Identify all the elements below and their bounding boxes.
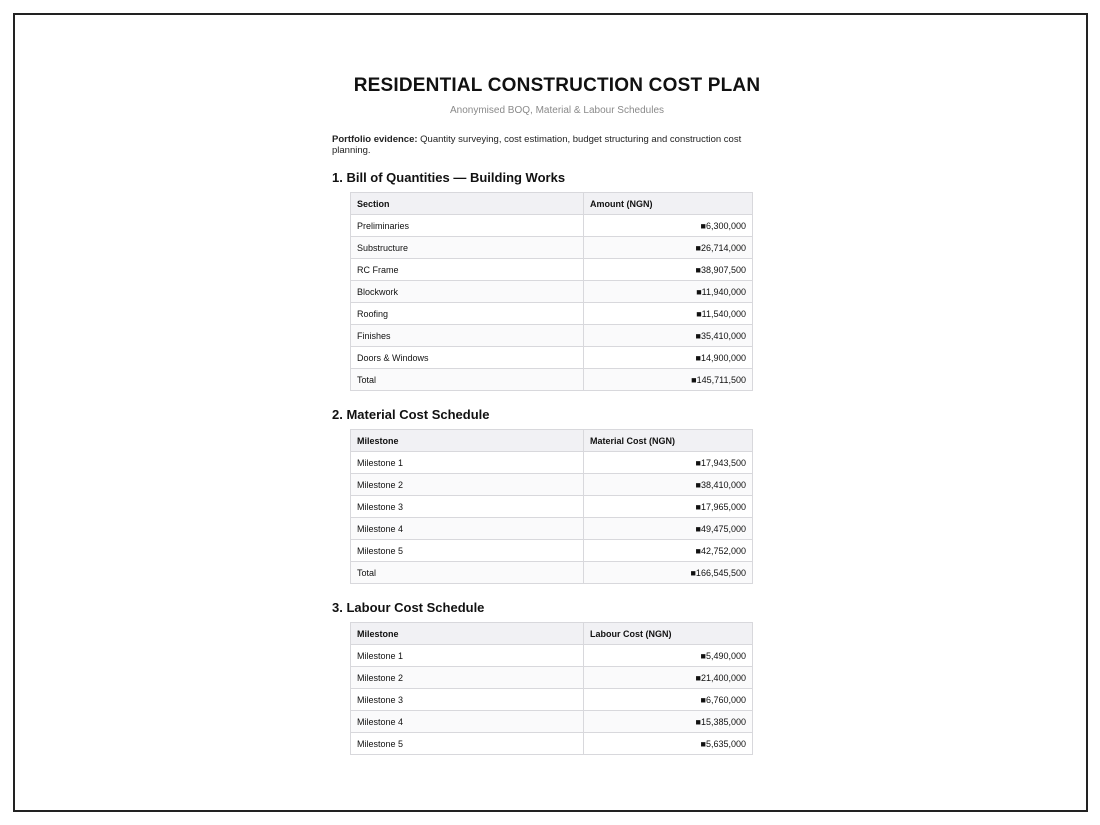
- boq-table: [350, 192, 753, 391]
- table-row: [351, 215, 753, 237]
- row-label: Total: [351, 562, 584, 584]
- row-amount: ■5,635,000: [584, 733, 753, 755]
- row-label: Doors & Windows: [351, 347, 584, 369]
- row-label: Milestone 3: [351, 496, 584, 518]
- row-amount: ■38,907,500: [584, 259, 753, 281]
- row-amount: ■11,540,000: [584, 303, 753, 325]
- row-label: Milestone 2: [351, 474, 584, 496]
- page-title: RESIDENTIAL CONSTRUCTION COST PLAN: [353, 75, 761, 96]
- column-header: Material Cost (NGN): [584, 430, 753, 452]
- row-label: Finishes: [351, 325, 584, 347]
- table-row: [351, 281, 753, 303]
- table-row: [351, 325, 753, 347]
- document-page: [13, 13, 1088, 812]
- table-row: [351, 667, 753, 689]
- column-header: Section: [351, 193, 584, 215]
- row-label: Blockwork: [351, 281, 584, 303]
- row-label: Milestone 3: [351, 689, 584, 711]
- row-label: Milestone 5: [351, 733, 584, 755]
- row-amount: ■38,410,000: [584, 474, 753, 496]
- row-amount: ■17,943,500: [584, 452, 753, 474]
- row-label: Milestone 1: [351, 452, 584, 474]
- row-amount: ■42,752,000: [584, 540, 753, 562]
- row-amount: ■166,545,500: [584, 562, 753, 584]
- table-row: [351, 452, 753, 474]
- portfolio-evidence: [332, 134, 782, 156]
- row-amount: ■14,900,000: [584, 347, 753, 369]
- row-amount: ■11,940,000: [584, 281, 753, 303]
- table-row: [351, 369, 753, 391]
- table-row: [351, 562, 753, 584]
- table-row: [351, 303, 753, 325]
- table-row: [351, 518, 753, 540]
- row-amount: ■6,760,000: [584, 689, 753, 711]
- row-amount: ■26,714,000: [584, 237, 753, 259]
- row-label: Milestone 4: [351, 711, 584, 733]
- table-row: [351, 645, 753, 667]
- row-amount: ■5,490,000: [584, 645, 753, 667]
- row-label: Total: [351, 369, 584, 391]
- boq-heading: 1. Bill of Quantities — Building Works: [332, 170, 566, 185]
- table-header-row: [351, 623, 753, 645]
- row-label: Milestone 2: [351, 667, 584, 689]
- table-row: [351, 347, 753, 369]
- material-heading: 2. Material Cost Schedule: [332, 407, 490, 422]
- column-header: Labour Cost (NGN): [584, 623, 753, 645]
- page-subtitle: Anonymised BOQ, Material & Labour Schedules: [450, 105, 664, 116]
- row-amount: ■49,475,000: [584, 518, 753, 540]
- row-label: Milestone 5: [351, 540, 584, 562]
- table-row: [351, 689, 753, 711]
- table-row: [351, 259, 753, 281]
- labour-table: [350, 622, 753, 755]
- row-amount: ■145,711,500: [584, 369, 753, 391]
- row-label: RC Frame: [351, 259, 584, 281]
- table-header-row: [351, 193, 753, 215]
- material-table: [350, 429, 753, 584]
- table-row: [351, 733, 753, 755]
- labour-heading: 3. Labour Cost Schedule: [332, 600, 485, 615]
- row-label: Milestone 1: [351, 645, 584, 667]
- evidence-text: Quantity surveying, cost estimation, budget structuring and construction cost planning.: [332, 134, 742, 156]
- table-header-row: [351, 430, 753, 452]
- table-row: [351, 237, 753, 259]
- table-row: [351, 496, 753, 518]
- evidence-label: Portfolio evidence:: [332, 134, 418, 145]
- row-label: Substructure: [351, 237, 584, 259]
- row-label: Roofing: [351, 303, 584, 325]
- table-row: [351, 711, 753, 733]
- column-header: Milestone: [351, 623, 584, 645]
- row-amount: ■15,385,000: [584, 711, 753, 733]
- row-amount: ■21,400,000: [584, 667, 753, 689]
- document-body: [332, 75, 782, 755]
- row-label: Preliminaries: [351, 215, 584, 237]
- column-header: Milestone: [351, 430, 584, 452]
- column-header: Amount (NGN): [584, 193, 753, 215]
- row-amount: ■6,300,000: [584, 215, 753, 237]
- table-row: [351, 474, 753, 496]
- table-row: [351, 540, 753, 562]
- row-label: Milestone 4: [351, 518, 584, 540]
- row-amount: ■17,965,000: [584, 496, 753, 518]
- row-amount: ■35,410,000: [584, 325, 753, 347]
